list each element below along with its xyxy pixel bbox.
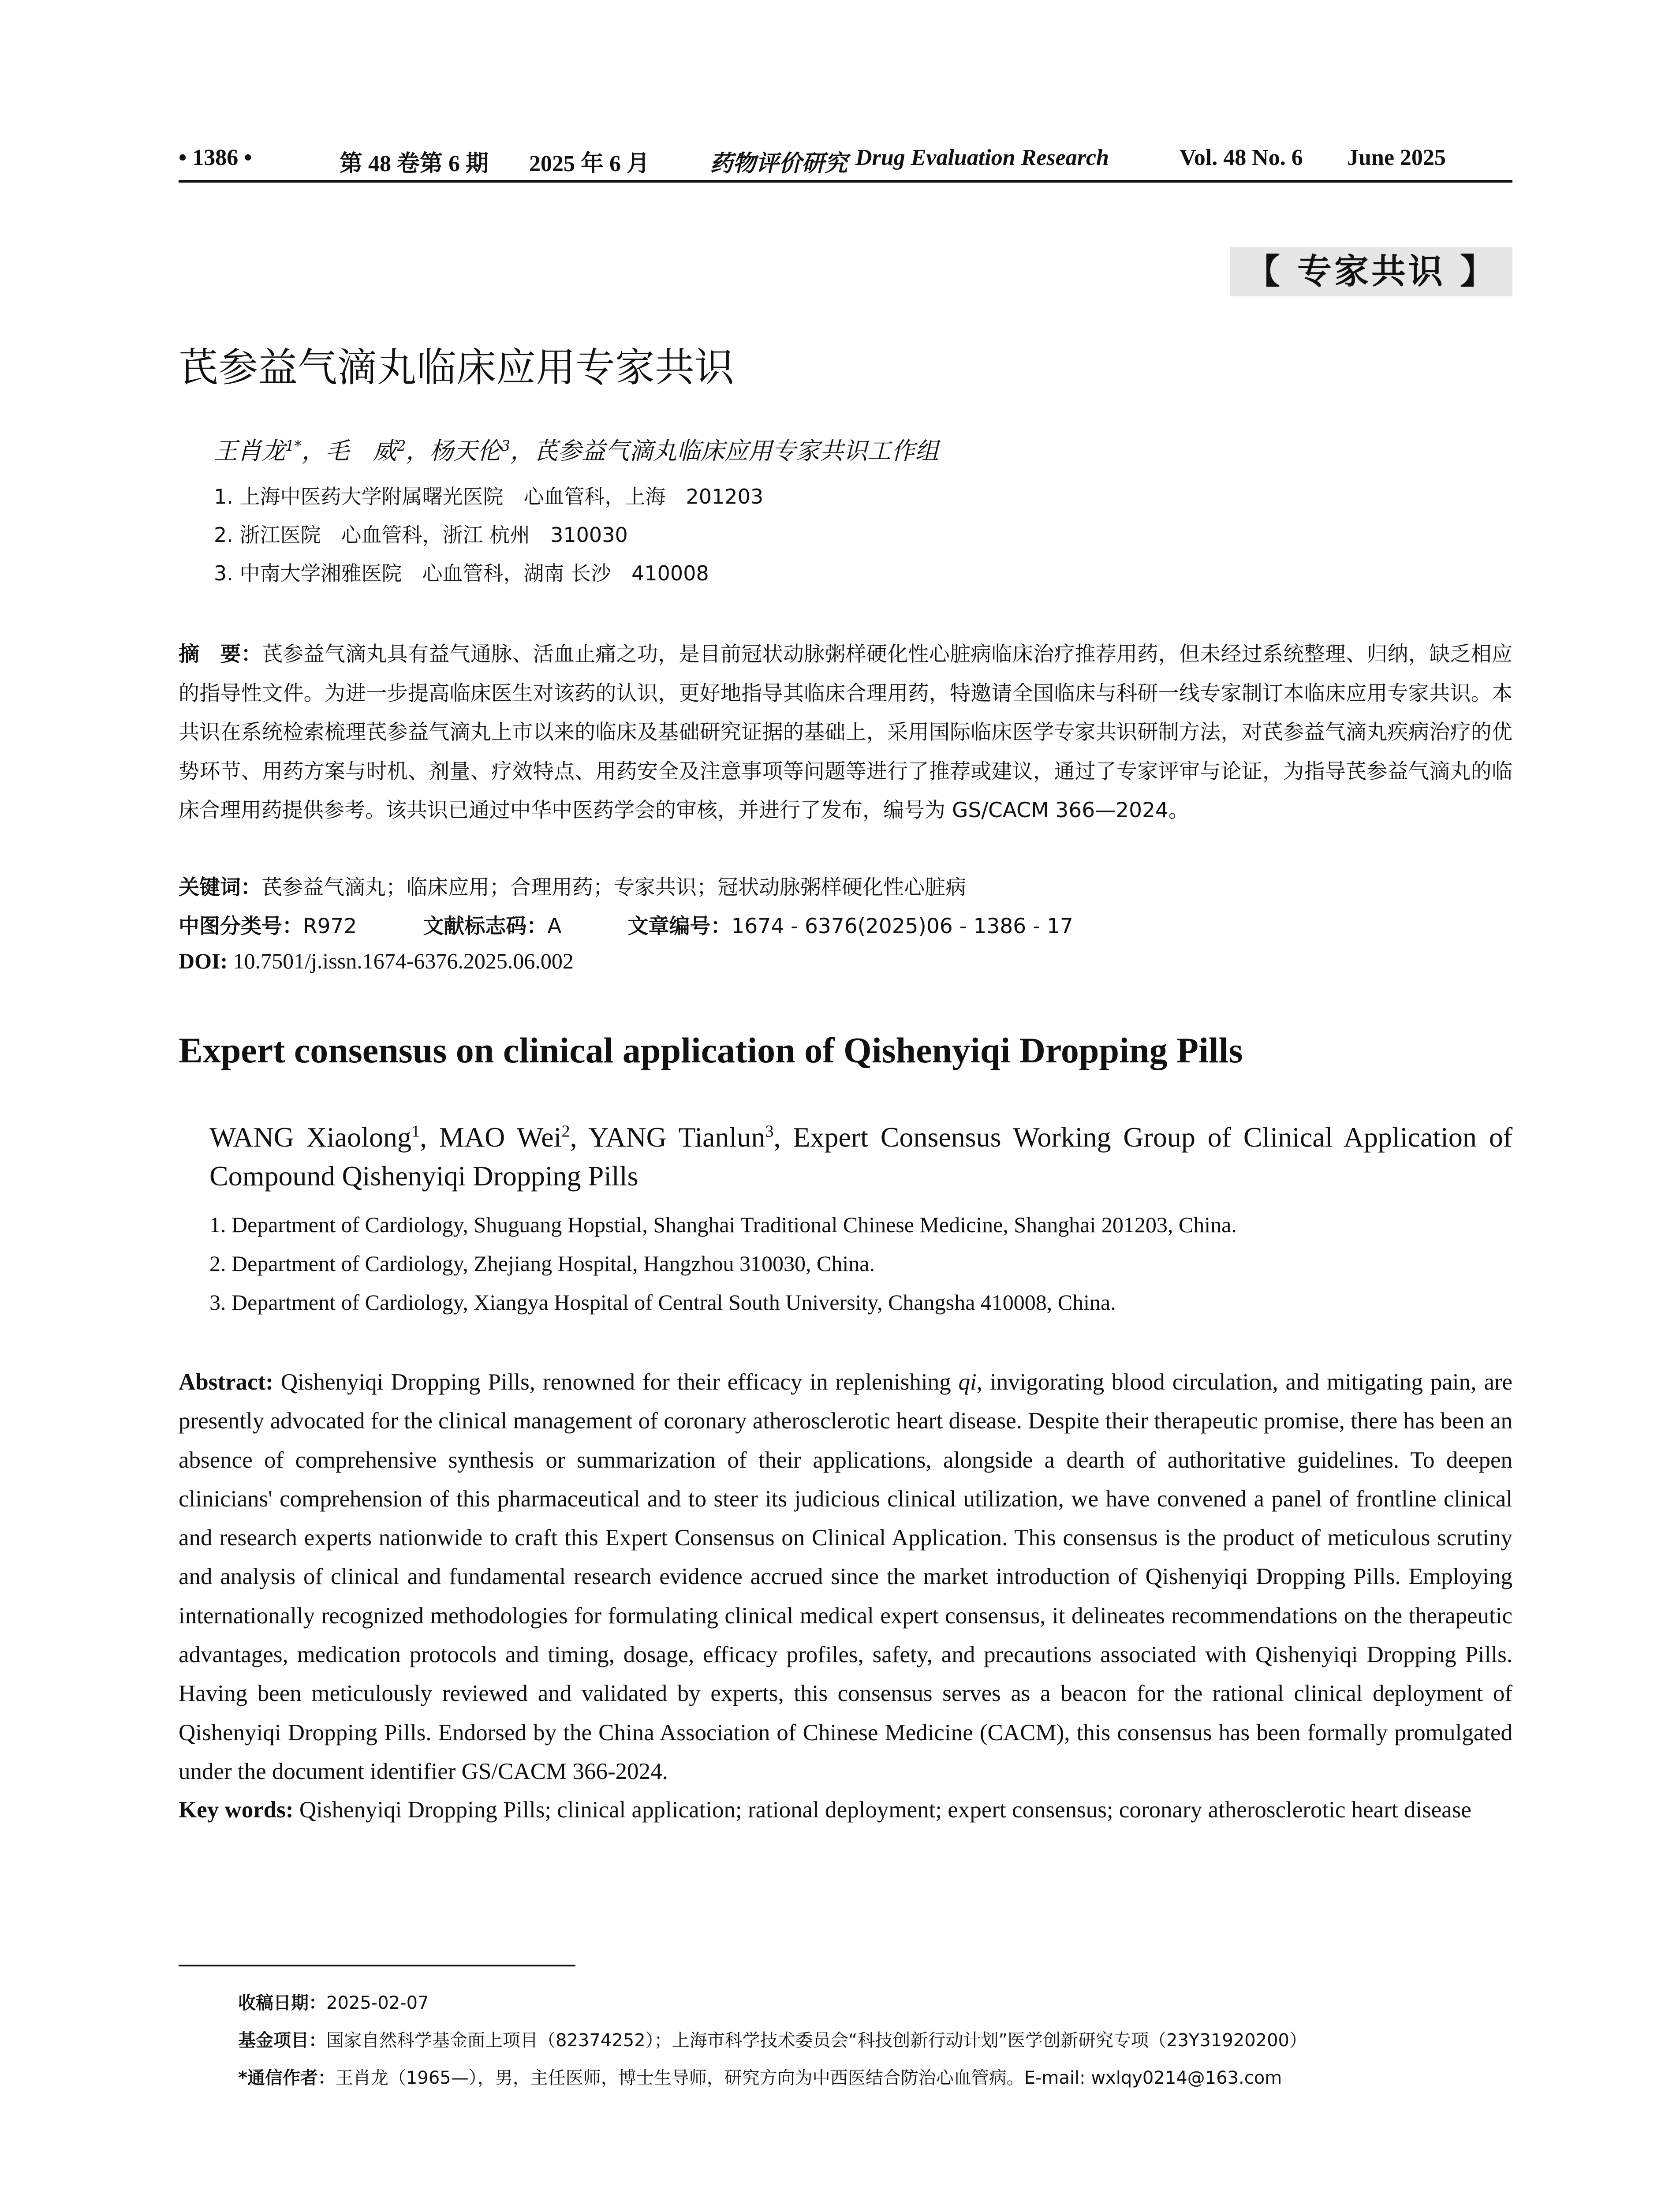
date-cn: 2025 年 6 月 xyxy=(529,151,650,176)
footnote-received xyxy=(238,1989,429,2014)
author-group: 芪参益气滴丸临床应用专家共识工作组 xyxy=(534,437,939,465)
author-affil-mark: 1* xyxy=(285,437,302,454)
footnote-corresponding xyxy=(238,2064,1282,2089)
journal-logo: 药物评价研究 xyxy=(710,150,848,177)
cn-affiliation: 3. 中南大学湘雅医院 心血管科，湖南 长沙 410008 xyxy=(214,561,709,585)
article-no-value: 1674 - 6376(2025)06 - 1386 - 17 xyxy=(731,914,1073,938)
date-en: June 2025 xyxy=(1347,145,1446,170)
cn-abstract-label: 摘 要： xyxy=(179,642,262,666)
en-abstract-qi: qi xyxy=(958,1369,977,1395)
running-header xyxy=(179,140,1512,183)
page-number: • 1386 • xyxy=(179,145,252,170)
doi-label: DOI: xyxy=(179,949,228,973)
clc-label: 中图分类号： xyxy=(179,914,303,938)
fund-value: 国家自然科学基金面上项目（82374252）；上海市科学技术委员会“科技创新行动计划”医学创新研究专项（23Y31920200） xyxy=(326,2030,1307,2051)
en-title: Expert consensus on clinical application of Qishenyiqi Dropping Pills xyxy=(179,1030,1243,1070)
cn-affiliation: 1. 上海中医药大学附属曙光医院 心血管科，上海 201203 xyxy=(214,485,764,508)
author-affil-mark: 1 xyxy=(411,1122,420,1141)
footnote-divider xyxy=(179,1965,575,1966)
received-label: 收稿日期： xyxy=(238,1993,326,2013)
cn-keywords-label: 关键词： xyxy=(179,875,261,900)
article-no-label: 文章编号： xyxy=(627,914,732,938)
author-name: MAO Wei xyxy=(439,1121,562,1153)
cn-classification xyxy=(179,910,1073,939)
received-value: 2025-02-07 xyxy=(326,1993,429,2013)
author-name: 王肖龙 xyxy=(214,437,285,465)
author-name: 毛 威 xyxy=(325,437,397,465)
clc-value: R972 xyxy=(303,914,357,938)
doi xyxy=(179,948,574,974)
author-name: YANG Tianlun xyxy=(588,1121,765,1153)
en-affiliation: 2. Department of Cardiology, Zhejiang Hospital, Hangzhou 310030, China. xyxy=(209,1251,875,1276)
en-affiliation: 1. Department of Cardiology, Shuguang Hopstial, Shanghai Traditional Chinese Medicine, Shanghai 201203, China. xyxy=(209,1212,1237,1237)
cn-affiliation: 2. 浙江医院 心血管科，浙江 杭州 310030 xyxy=(214,523,628,547)
volume-issue-en: Vol. 48 No. 6 xyxy=(1180,145,1303,170)
cn-abstract xyxy=(179,635,1512,830)
journal-name-en: Drug Evaluation Research xyxy=(855,145,1109,170)
cn-keywords-text: 芪参益气滴丸；临床应用；合理用药；专家共识；冠状动脉粥样硬化性心脏病 xyxy=(261,875,966,900)
author-name: WANG Xiaolong xyxy=(209,1121,411,1153)
corr-value: 王肖龙（1965—），男，主任医师，博士生导师，研究方向为中西医结合防治心血管病。E-mail: wxlqy0214@163.com xyxy=(335,2068,1282,2088)
cn-title: 芪参益气滴丸临床应用专家共识 xyxy=(179,344,734,391)
author-affil-mark: 3 xyxy=(765,1122,774,1141)
cn-keywords xyxy=(179,871,966,901)
author-affil-mark: 2 xyxy=(561,1122,570,1141)
author-affil-mark: 2 xyxy=(396,437,406,454)
en-keywords-label: Key words: xyxy=(179,1797,294,1823)
volume-issue-cn: 第 48 卷第 6 期 xyxy=(340,151,489,176)
doc-code-label: 文献标志码： xyxy=(423,914,548,938)
author-group: Expert Consensus Working Group of Clinical Application of Compound Qishenyiqi Dropping Pills xyxy=(209,1121,1513,1192)
en-abstract-text: , invigorating blood circulation, and mitigating pain, are presently advocated for the clinical management of coronary atherosclerotic heart disease. Despite their therapeutic promise, there has been an absence of comprehensive synthesis or summarization of their applications, alongside a dearth of authoritative guidelines. To deepen clinicians' comprehension of this pharmaceutical and to steer its judicious clinical utilization, we have convened a panel of frontline clinical and research experts nationwide to craft this Expert Consensus on Clinical Application. This consensus is the product of meticulous scrutiny and analysis of clinical and fundamental research evidence accrued since the market introduction of Qishenyiqi Dropping Pills. Employing internationally recognized methodologies for formulating clinical medical expert consensus, it delineates recommendations on the therapeutic advantages, medication protocols and timing, dosage, efficacy profiles, safety, and precautions associated with Qishenyiqi Dropping Pills. Having been meticulously reviewed and validated by experts, this consensus serves as a beacon for the rational clinical deployment of Qishenyiqi Dropping Pills. Endorsed by the China Association of Chinese Medicine (CACM), this consensus has been formally promulgated under the document identifier GS/CACM 366-2024. xyxy=(179,1369,1513,1784)
en-abstract-label: Abstract: xyxy=(179,1369,273,1395)
corr-label: *通信作者： xyxy=(238,2068,336,2088)
doi-link[interactable]: 10.7501/j.issn.1674-6376.2025.06.002 xyxy=(233,949,574,973)
en-keywords xyxy=(179,1790,1512,1829)
author-affil-mark: 3 xyxy=(501,437,511,454)
en-abstract-text: Qishenyiqi Dropping Pills, renowned for their efficacy in replenishing xyxy=(280,1369,951,1395)
en-authors: WANG Xiaolong$^1$, MAO Wei$^2$, YANG Tianlun$^3$, Expert Consensus Working Group of Clinical Application of Compound Qishenyiqi Dropping Pills xyxy=(209,1121,1513,1192)
en-affiliation: 3. Department of Cardiology, Xiangya Hospital of Central South University, Changsha 410008, China. xyxy=(209,1290,1116,1315)
author-name: 杨天伦 xyxy=(429,437,501,465)
footnote-fund xyxy=(238,2026,1307,2052)
cn-abstract-text: 芪参益气滴丸具有益气通脉、活血止痛之功，是目前冠状动脉粥样硬化性心脏病临床治疗推荐用药，但未经过系统整理、归纳，缺乏相应的指导性文件。为进一步提高临床医生对该药的认识，更好地指导其临床合理用药，特邀请全国临床与科研一线专家制订本临床应用专家共识。本共识在系统检索梳理芪参益气滴丸上市以来的临床及基础研究证据的基础上，采用国际临床医学专家共识研制方法，对芪参益气滴丸疾病治疗的优势环节、用药方案与时机、剂量、疗效特点、用药安全及注意事项等问题等进行了推荐或建议，通过了专家评审与论证，为指导芪参益气滴丸的临床合理用药提供参考。该共识已通过中华中医药学会的审核，并进行了发布，编号为 GS/CACM 366—2024。 xyxy=(179,642,1513,822)
en-keywords-text: Qishenyiqi Dropping Pills; clinical application; rational deployment; expert consensus; coronary atherosclerotic heart disease xyxy=(299,1797,1471,1823)
cn-authors: 王肖龙$^{1*}$，毛 威$^2$，杨天伦$^3$，芪参益气滴丸临床应用专家共识工作组 xyxy=(214,437,939,465)
doc-code-value: A xyxy=(547,914,562,938)
column-tag: 【 专家共识 】 xyxy=(1230,247,1512,296)
en-abstract xyxy=(179,1363,1512,1791)
fund-label: 基金项目： xyxy=(238,2030,326,2051)
